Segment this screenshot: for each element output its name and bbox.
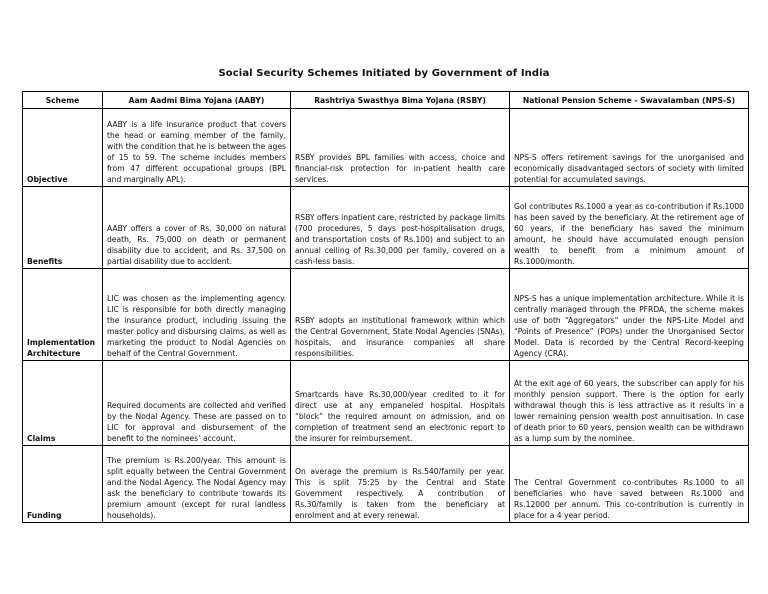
cell-benefits-nps: GoI contributes Rs.1000 a year as co-contribution if Rs.1000 has been saved by the beneficiary. At the retirement age of 60 years, if the beneficiary has saved the minimum amount, he should have accumulated enough pension wealth to benefit from a minimum amount of Rs.1000/month. xyxy=(510,187,749,269)
cell-benefits-aaby: AABY offers a cover of Rs. 30,000 on natural death, Rs. 75,000 on death or permanent disability due to accident, and Rs. 37,500 on partial disability due to accident. xyxy=(103,187,291,269)
header-row xyxy=(23,92,749,109)
cell-claims-aaby: Required documents are collected and verified by the Nodal Agency. These are passed on to LIC for approval and disbursement of the benefit to the nominees’ account. xyxy=(103,361,291,446)
cell-objective-aaby: AABY is a life insurance product that covers the head or earning member of the family, with the condition that he is between the ages of 15 to 59. The scheme includes members from 47 different occupational groups (BPL and marginally APL). xyxy=(103,109,291,187)
row-label-implementation: Implementation Architecture xyxy=(23,269,103,361)
cell-benefits-rsby: RSBY offers inpatient care, restricted by package limits (700 procedures, 5 days post-hospitalisation drugs, and transportation costs of Rs.100) and subject to an annual ceiling of Rs.30,000 per family, covered on a cash-less basis. xyxy=(291,187,510,269)
row-claims xyxy=(23,361,749,446)
row-implementation xyxy=(23,269,749,361)
cell-funding-nps: The Central Government co-contributes Rs.1000 to all beneficiaries who have saved between Rs.1000 and Rs.12000 per annum. This co-contribution is currently in place for a 4 year period. xyxy=(510,446,749,523)
header-rsby: Rashtriya Swasthya Bima Yojana (RSBY) xyxy=(291,92,510,109)
cell-claims-rsby: Smartcards have Rs.30,000/year credited to it for direct use at any empaneled hospital. Hospitals “block” the required amount on admission, and on completion of treatment send an electronic report to the insurer for reimbursement. xyxy=(291,361,510,446)
cell-objective-rsby: RSBY provides BPL families with access, choice and financial-risk protection for in-patient health care services. xyxy=(291,109,510,187)
cell-implementation-aaby: LIC was chosen as the implementing agency. LIC is responsible for both directly managing the insurance product, including issuing the master policy and disbursing claims, as well as marketing the product to Nodal Agencies on behalf of the Central Government. xyxy=(103,269,291,361)
row-label-funding: Funding xyxy=(23,446,103,523)
cell-implementation-rsby: RSBY adopts an institutional framework within which the Central Government, State Nodal Agencies (SNAs), hospitals, and insurance companies all share responsibilities. xyxy=(291,269,510,361)
row-label-claims: Claims xyxy=(23,361,103,446)
header-nps: National Pension Scheme - Swavalamban (NPS-S) xyxy=(510,92,749,109)
cell-objective-nps: NPS-S offers retirement savings for the unorganised and economically disadvantaged sectors of society with limited potential for accumulated savings. xyxy=(510,109,749,187)
row-funding xyxy=(23,446,749,523)
header-aaby: Aam Aadmi Bima Yojana (AABY) xyxy=(103,92,291,109)
cell-funding-aaby: The premium is Rs.200/year. This amount is split equally between the Central Government and the Nodal Agency. The Nodal Agency may ask the beneficiary to contribute towards its premium amount (except for rural landless households). xyxy=(103,446,291,523)
cell-funding-rsby: On average the premium is Rs.540/family per year. This is split 75:25 by the Central and State Government respectively. A contribution of Rs.30/family is taken from the beneficiary at enrolment and at every renewal. xyxy=(291,446,510,523)
row-benefits xyxy=(23,187,749,269)
cell-implementation-nps: NPS-S has a unique implementation architecture. While it is centrally managed through the PFRDA, the scheme makes use of both “Aggregators” under the NPS-Lite Model and “Points of Presence” (POPs) under the Unorganised Sector Model. Data is recorded by the Central Record-keeping Agency (CRA). xyxy=(510,269,749,361)
header-scheme: Scheme xyxy=(23,92,103,109)
row-label-benefits: Benefits xyxy=(23,187,103,269)
document-title: Social Security Schemes Initiated by Government of India xyxy=(218,68,550,79)
schemes-table xyxy=(22,91,749,523)
row-label-objective: Objective xyxy=(23,109,103,187)
cell-claims-nps: At the exit age of 60 years, the subscriber can apply for his monthly pension support. There is the option for early withdrawal though this is less attractive as it results in a lower remaining pension wealth post annuitisation. In case of death prior to 60 years, pension wealth can be withdrawn as a lump sum by the nominee. xyxy=(510,361,749,446)
row-objective xyxy=(23,109,749,187)
